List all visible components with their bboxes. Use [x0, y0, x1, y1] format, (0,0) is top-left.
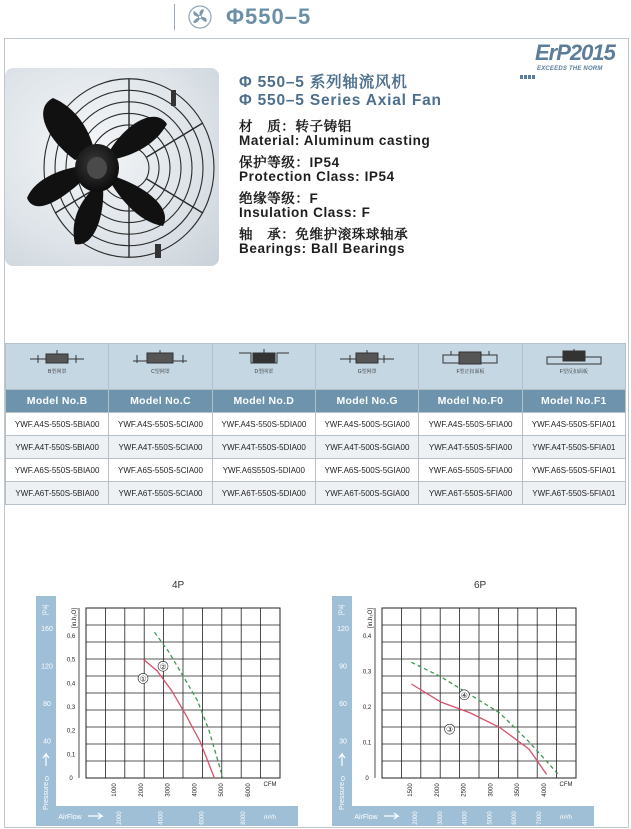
diagram-cell-c	[109, 344, 212, 390]
table-cell: YWF.A4S-500S-5GIA00	[315, 413, 418, 436]
pa-tick-label: 60	[339, 701, 347, 708]
guard-c-diagram	[129, 349, 191, 367]
inh2o-tick-label: 0,3	[66, 705, 76, 711]
pressure-axis-label: Pressure	[43, 781, 50, 811]
table-cell: YWF.A6S-550S-5CIA00	[109, 459, 212, 482]
cfm-unit-label: CFM	[263, 782, 277, 788]
inh2o-tick-label: 0,4	[362, 634, 372, 640]
m3h-tick-label: 8000	[241, 811, 247, 825]
cfm-tick-label: 4000	[542, 783, 548, 797]
table-cell: YWF.A4S-550S-5DIA00	[212, 413, 315, 436]
table-cell: YWF.A4T-550S-5DIA00	[212, 436, 315, 459]
cfm-tick-label: 6000	[246, 783, 252, 797]
column-header: Model No.B	[6, 390, 109, 413]
inh2o-tick-label: 0	[69, 776, 73, 782]
table-cell: YWF.A4S-550S-5BIA00	[6, 413, 109, 436]
inh2o-unit-label: [in.h₂O]	[72, 607, 78, 629]
diagram-cell-f1	[522, 344, 625, 390]
chart-4p-title: 4P	[172, 580, 185, 591]
table-header-row	[6, 390, 626, 413]
m3h-tick-label: 3000	[437, 811, 444, 825]
m3h-tick-label: 2000	[413, 811, 419, 825]
curve-label: ③	[446, 725, 454, 735]
inh2o-tick-label: 0,1	[362, 740, 372, 747]
pa-unit-label: [Pa]	[339, 604, 345, 616]
cfm-tick-label: 4000	[192, 783, 199, 797]
spec-material-cn: 材 质：转子铸铝	[239, 119, 352, 134]
column-header: Model No.D	[212, 390, 315, 413]
page-title: Φ550–5	[226, 4, 312, 29]
inh2o-tick-label: 0,2	[66, 728, 76, 735]
airflow-axis-label: AirFlow	[354, 814, 378, 821]
table-cell: YWF.A4T-550S-5FIA00	[419, 436, 522, 459]
table-cell: YWF.A6S550S-5DIA00	[212, 459, 315, 482]
table-cell: YWF.A6S-550S-5FIA01	[522, 459, 625, 482]
diagram-caption: F型正扣面板	[456, 369, 485, 375]
inh2o-unit-label: [in.h₂O]	[368, 607, 374, 629]
diagram-cell-d	[212, 344, 315, 390]
diagram-row	[6, 344, 626, 390]
inh2o-tick-label: 0,1	[66, 752, 76, 759]
cfm-tick-label: 2000	[434, 783, 441, 797]
spec-material-en: Material: Aluminum casting	[239, 133, 431, 148]
header-divider	[174, 4, 175, 30]
spec-protection-en: Protection Class: IP54	[239, 169, 395, 184]
pa-tick-label: 80	[43, 701, 51, 708]
column-header: Model No.C	[109, 390, 212, 413]
erp-logo-bars	[520, 67, 536, 85]
inh2o-tick-label: 0,5	[66, 657, 76, 664]
column-header: Model No.F0	[419, 390, 522, 413]
cfm-tick-label: 1000	[112, 783, 118, 797]
curve-label: ②	[159, 662, 167, 672]
chart-4p	[36, 596, 298, 828]
pa-tick-label: 0	[45, 776, 49, 783]
guard-b-diagram	[26, 349, 88, 367]
table-cell: YWF.A6T-550S-5FIA01	[522, 482, 625, 505]
guard-g-diagram	[336, 349, 398, 367]
cfm-tick-label: 2500	[461, 783, 468, 797]
table-cell: YWF.A6T-500S-5GIA00	[315, 482, 418, 505]
m3h-tick-label: 6000	[199, 811, 206, 825]
pa-tick-label: 0	[341, 776, 345, 783]
m3h-tick-label: 6000	[512, 811, 519, 825]
pa-tick-label: 90	[339, 663, 347, 671]
table-cell: YWF.A4S-550S-5FIA00	[419, 413, 522, 436]
fan-photo	[5, 68, 219, 266]
spec-insulation-en: Insulation Class: F	[239, 205, 371, 220]
chart-6p	[332, 596, 594, 828]
model-table	[5, 343, 626, 505]
diagram-caption: C型网罩	[151, 369, 170, 375]
table-cell: YWF.A4T-550S-5FIA01	[522, 436, 625, 459]
pressure-axis-label: Pressure	[339, 781, 346, 811]
diagram-cell-b	[6, 344, 109, 390]
m3h-tick-label: 4000	[462, 811, 469, 825]
table-cell: YWF.A4S-550S-5CIA00	[109, 413, 212, 436]
table-cell: YWF.A6T-550S-5DIA00	[212, 482, 315, 505]
diagram-caption: D型网罩	[254, 369, 274, 375]
spec-protection-cn: 保护等级：IP54	[239, 155, 340, 170]
m3h-tick-label: 7000	[537, 811, 543, 825]
table-row	[6, 459, 626, 482]
curve-label: ①	[139, 674, 147, 684]
pa-unit-label: [Pa]	[43, 604, 49, 616]
table-cell: YWF.A6S-550S-5BIA00	[6, 459, 109, 482]
cfm-tick-label: 3000	[165, 783, 172, 797]
table-cell: YWF.A6T-550S-5FIA00	[419, 482, 522, 505]
inh2o-tick-label: 0	[365, 776, 369, 782]
table-row	[6, 436, 626, 459]
spec-bearings-cn: 轴 承：免维护滚珠球轴承	[239, 227, 409, 242]
table-cell: YWF.A6S-550S-5FIA00	[419, 459, 522, 482]
product-title-en: Φ 550–5 Series Axial Fan	[239, 92, 442, 109]
inh2o-tick-label: 0,4	[66, 681, 76, 688]
inh2o-tick-label: 0,2	[362, 705, 372, 711]
table-cell: YWF.A4T-550S-5CIA00	[109, 436, 212, 459]
diagram-caption: F型反扣面板	[559, 369, 588, 375]
pa-tick-label: 160	[41, 626, 53, 633]
cfm-tick-label: 1500	[408, 783, 414, 797]
guard-d-diagram	[233, 349, 295, 367]
fan-icon	[188, 5, 212, 29]
cfm-tick-label: 2000	[138, 783, 145, 797]
spec-insulation-cn: 绝缘等级：F	[239, 191, 319, 206]
cfm-tick-label: 5000	[219, 783, 226, 797]
inh2o-tick-label: 0,3	[362, 669, 372, 676]
spec-bearings-en: Bearings: Ball Bearings	[239, 241, 406, 256]
table-cell: YWF.A4T-500S-5GIA00	[315, 436, 418, 459]
diagram-caption: B型网罩	[47, 369, 67, 375]
table-cell: YWF.A4T-550S-5BIA00	[6, 436, 109, 459]
inh2o-tick-label: 0,6	[66, 634, 76, 640]
cfm-tick-label: 3000	[488, 783, 495, 797]
product-title-cn: Φ 550–5 系列轴流风机	[239, 74, 408, 91]
airflow-axis-label: AirFlow	[58, 814, 82, 821]
pa-tick-label: 30	[339, 738, 347, 746]
cfm-tick-label: 3500	[515, 783, 522, 797]
m3h-tick-label: 5000	[487, 811, 494, 825]
m3h-unit-label: m³/h	[560, 815, 572, 821]
table-cell: YWF.A6T-550S-5BIA00	[6, 482, 109, 505]
diagram-caption: G型网罩	[357, 369, 377, 375]
m3h-unit-label: m³/h	[264, 815, 276, 821]
pa-tick-label: 120	[41, 663, 53, 671]
erp-logo-title: ErP2015	[535, 40, 615, 65]
table-cell: YWF.A6T-550S-5CIA00	[109, 482, 212, 505]
chart-6p-title: 6P	[474, 580, 487, 591]
m3h-tick-label: 4000	[158, 811, 165, 825]
panel-f0-diagram	[439, 349, 501, 367]
pa-tick-label: 40	[43, 738, 51, 746]
column-header: Model No.F1	[522, 390, 625, 413]
table-cell: YWF.A6S-500S-5GIA00	[315, 459, 418, 482]
erp-logo-subtitle: EXCEEDS THE NORM	[537, 66, 603, 72]
diagram-cell-f0	[419, 344, 522, 390]
table-row	[6, 413, 626, 436]
table-row	[6, 482, 626, 505]
m3h-tick-label: 2000	[117, 811, 123, 825]
curve-label: ④	[460, 690, 468, 700]
table-cell: YWF.A4S-550S-5FIA01	[522, 413, 625, 436]
cfm-unit-label: CFM	[559, 782, 573, 788]
column-header: Model No.G	[315, 390, 418, 413]
diagram-cell-g	[315, 344, 418, 390]
panel-f1-diagram	[543, 349, 605, 367]
pa-tick-label: 120	[337, 626, 349, 633]
